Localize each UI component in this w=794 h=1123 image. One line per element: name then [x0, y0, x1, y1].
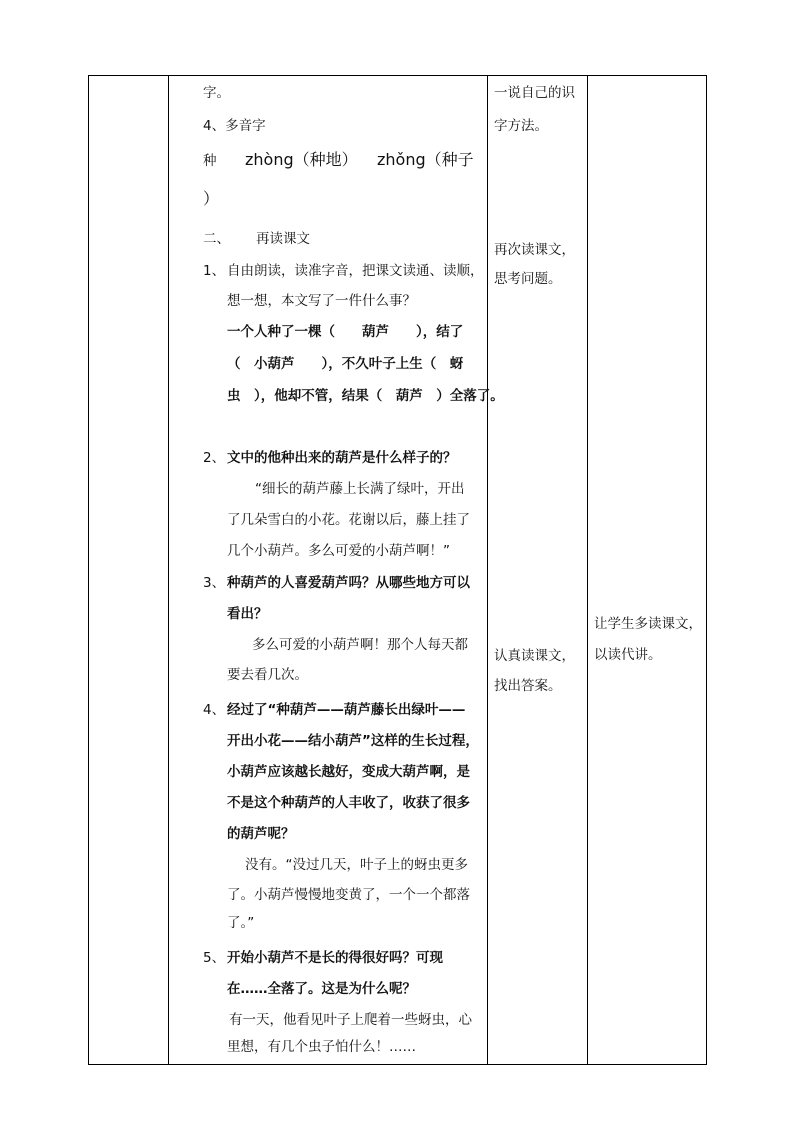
intent-line: 让学生多读课文， — [594, 616, 702, 632]
content-line: 在……全落了。这是为什么呢？ — [227, 981, 416, 997]
content-line: zhòng（种地） — [245, 150, 358, 169]
content-line: 自由朗读，读准字音，把课文读通、读顺， — [227, 263, 484, 279]
content-line: 种葫芦的人喜爱葫芦吗？从哪些地方可以 — [227, 575, 470, 591]
content-line: 5、 — [203, 950, 226, 966]
content-line: 没有。“没过几天，叶子上的蚜虫更多 — [245, 857, 468, 873]
activity-line: 字方法。 — [494, 118, 548, 134]
column-divider — [587, 76, 588, 1064]
content-line: 要去看几次。 — [227, 667, 308, 683]
content-line: ） — [203, 189, 220, 208]
activity-line: 再次读课文， — [494, 242, 575, 258]
content-line: 开出小花——结小葫芦”这样的生长过程， — [227, 733, 479, 749]
content-line: 字。 — [203, 85, 230, 101]
content-line: “细长的葫芦藤上长满了绿叶，开出 — [255, 481, 465, 497]
content-line: 了。” — [227, 915, 255, 931]
content-line: 再读课文 — [256, 231, 310, 247]
content-line: 1、 — [203, 263, 226, 279]
content-line: 想一想，本文写了一件什么事？ — [227, 293, 416, 309]
content-line: 4、 — [203, 702, 226, 718]
content-line: 二、 — [203, 231, 230, 247]
content-line: 有一天，他看见叶子上爬着一些蚜虫，心 — [229, 1012, 472, 1028]
content-line: 种 — [203, 153, 217, 169]
content-line: 文中的他种出来的葫芦是什么样子的？ — [227, 450, 457, 466]
activity-line: 找出答案。 — [494, 678, 562, 694]
content-line: 不是这个种葫芦的人丰收了，收获了很多 — [227, 795, 470, 811]
content-line: 虫 ），他却不管，结果（ 葫芦 ）全落了。 — [227, 388, 504, 404]
content-line: 的葫芦呢？ — [227, 826, 295, 842]
content-line: 一个人种了一棵（ 葫芦 ），结了 — [227, 324, 464, 340]
content-line: 小葫芦应该越长越好，变成大葫芦啊，是 — [227, 764, 470, 780]
content-line: zhǒng（种子 — [377, 150, 474, 169]
activity-line: 思考问题。 — [494, 271, 562, 287]
content-line: （ 小葫芦 ），不久叶子上生（ 蚜 — [227, 356, 464, 372]
content-line: 多么可爱的小葫芦啊！那个人每天都 — [252, 637, 468, 653]
activity-line: 认真读课文， — [494, 648, 575, 664]
content-line: 看出？ — [227, 606, 268, 622]
content-line: 了几朵雪白的小花。花谢以后，藤上挂了 — [227, 512, 470, 528]
content-line: 3、 — [203, 575, 226, 591]
content-line: 了。小葫芦慢慢地变黄了，一个一个都落 — [227, 887, 470, 903]
column-divider — [487, 76, 488, 1064]
intent-line: 以读代讲。 — [594, 647, 662, 663]
lesson-plan-table — [88, 75, 707, 1065]
content-line: 2、 — [203, 450, 226, 466]
content-line: 经过了“种葫芦——葫芦藤长出绿叶—— — [227, 702, 466, 718]
content-line: 里想，有几个虫子怕什么！…… — [227, 1039, 416, 1055]
content-line: 4、多音字 — [203, 118, 266, 134]
column-divider — [168, 76, 169, 1064]
activity-line: 一说自己的识 — [494, 85, 575, 101]
content-line: 几个小葫芦。多么可爱的小葫芦啊！” — [227, 543, 450, 559]
content-line: 开始小葫芦不是长的得很好吗？可现 — [227, 950, 443, 966]
